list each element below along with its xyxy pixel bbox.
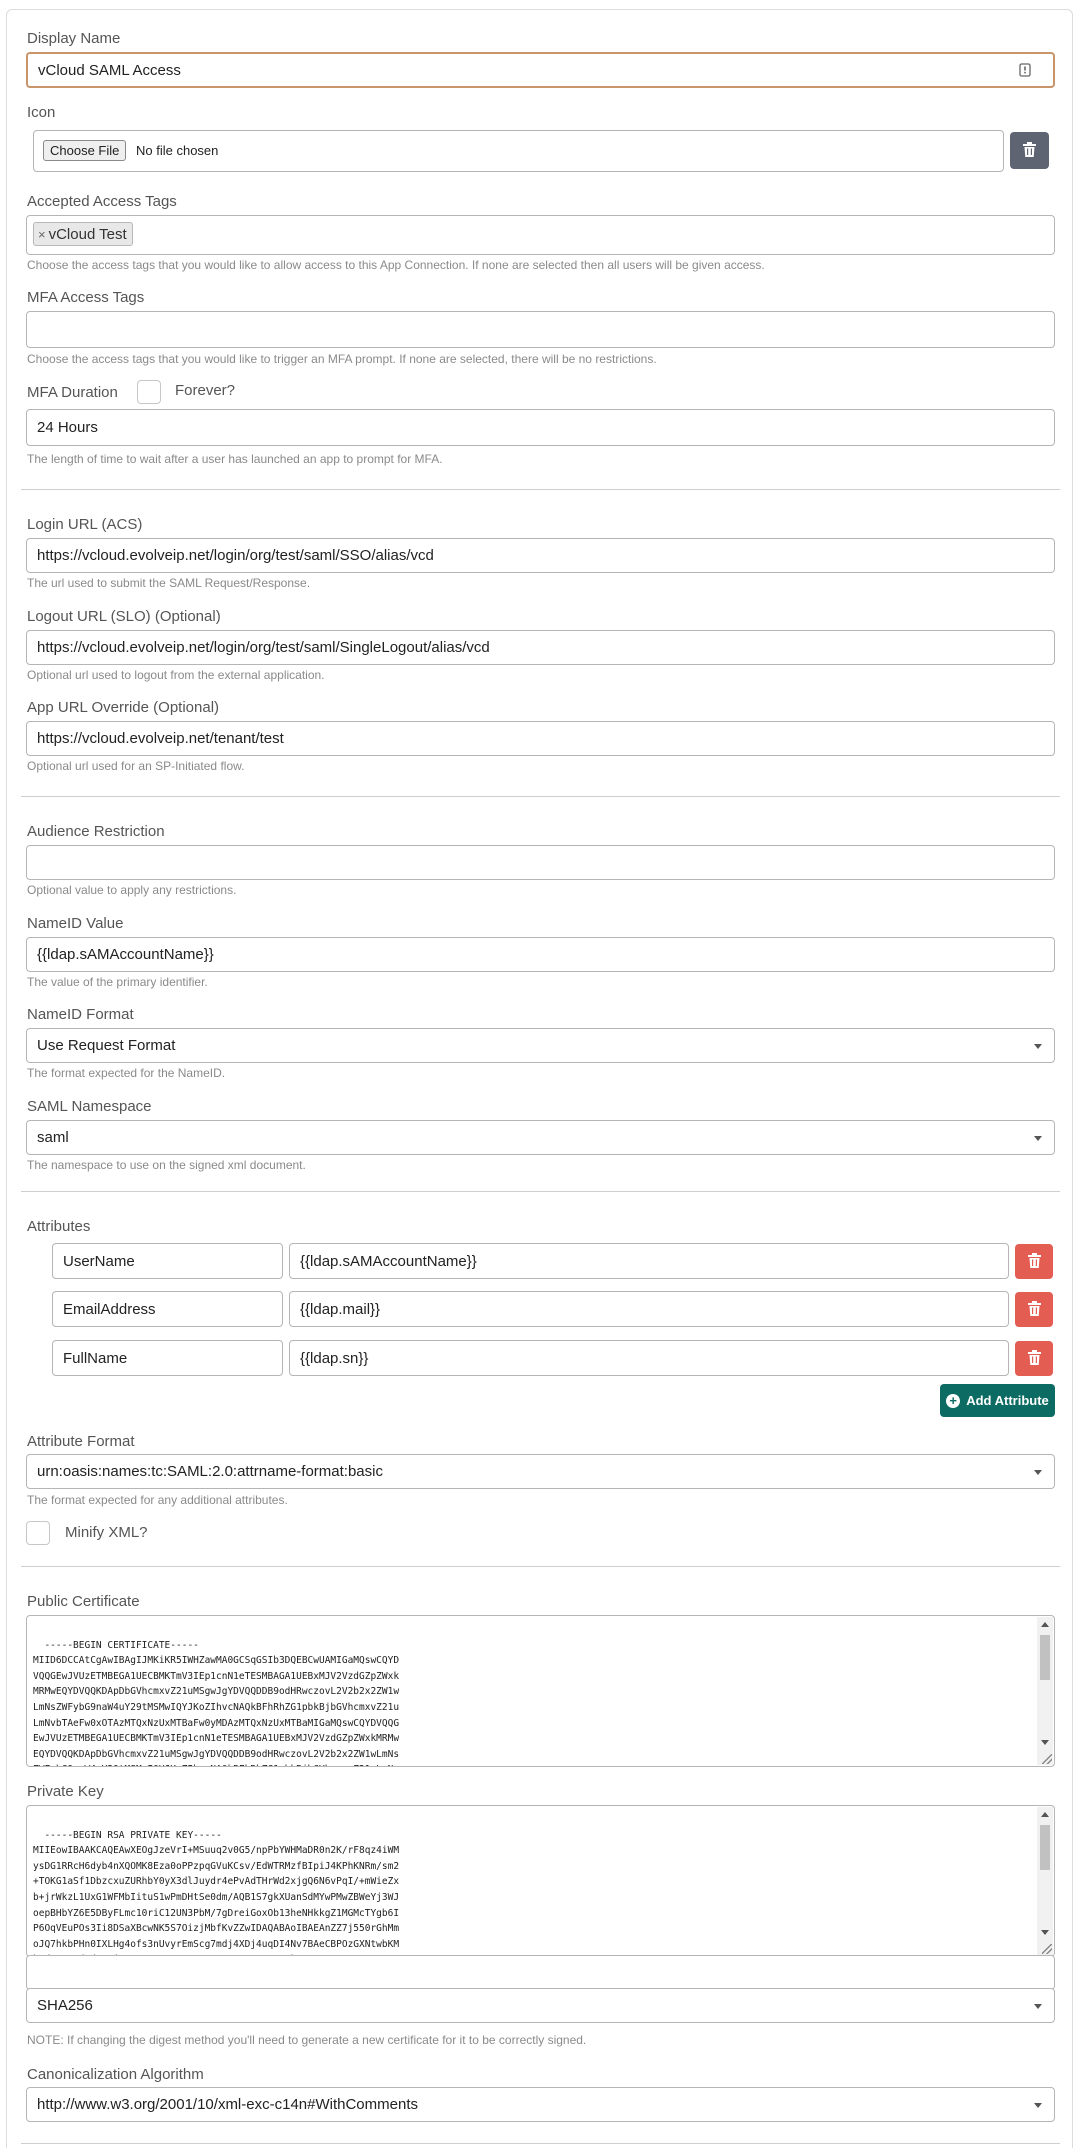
mfa-access-tags-label: MFA Access Tags — [27, 289, 145, 306]
app-url-override-label: App URL Override (Optional) — [27, 699, 220, 716]
canonicalization-algorithm-value: http://www.w3.org/2001/10/xml-exc-c14n#WithComments — [37, 2096, 418, 2113]
trash-icon — [1028, 1350, 1041, 1368]
app-url-override-input[interactable] — [26, 721, 1055, 756]
file-status: No file chosen — [136, 143, 219, 158]
logout-url-label: Logout URL (SLO) (Optional) — [27, 608, 221, 625]
chevron-down-icon — [1034, 1044, 1042, 1049]
attribute-format-select[interactable] — [26, 1454, 1055, 1489]
resize-handle-icon[interactable] — [1042, 1754, 1052, 1764]
attribute-format-value: urn:oasis:names:tc:SAML:2.0:attrname-format:basic — [37, 1463, 383, 1480]
attribute-value-value: {{ldap.sn}} — [300, 1349, 369, 1367]
logout-url-input[interactable] — [26, 630, 1055, 665]
canonicalization-algorithm-label: Canonicalization Algorithm — [27, 2066, 204, 2083]
forever-label: Forever? — [175, 382, 236, 399]
add-attribute-button[interactable] — [940, 1384, 1055, 1417]
nameid-format-select[interactable] — [26, 1028, 1055, 1063]
section-divider — [21, 796, 1060, 797]
remove-tag-icon[interactable]: × — [38, 226, 46, 242]
attribute-value-input[interactable] — [289, 1243, 1009, 1279]
delete-attribute-button[interactable] — [1015, 1244, 1053, 1279]
accepted-access-tags-label: Accepted Access Tags — [27, 193, 177, 210]
login-url-value: https://vcloud.evolveip.net/login/org/test/saml/SSO/alias/vcd — [37, 547, 434, 564]
nameid-value-value: {{ldap.sAMAccountName}} — [37, 946, 214, 963]
app-url-override-help: Optional url used for an SP-Initiated flow. — [27, 759, 245, 773]
attribute-format-label: Attribute Format — [27, 1433, 135, 1450]
canonicalization-algorithm-select[interactable] — [26, 2087, 1055, 2122]
scroll-thumb[interactable] — [1040, 1825, 1050, 1870]
access-tag-chip — [33, 222, 133, 246]
attribute-name-value: UserName — [63, 1252, 135, 1270]
mfa-duration-value: 24 Hours — [37, 419, 98, 436]
scroll-up-icon[interactable] — [1041, 1812, 1049, 1817]
trash-icon — [1028, 1301, 1041, 1319]
section-divider — [21, 489, 1060, 490]
attribute-name-value: EmailAddress — [63, 1300, 156, 1318]
attribute-name-input[interactable] — [52, 1340, 283, 1376]
display-name-value: vCloud SAML Access — [38, 61, 181, 79]
delete-icon-button[interactable] — [1010, 132, 1049, 169]
forever-checkbox[interactable] — [137, 380, 161, 404]
trash-icon — [1023, 142, 1036, 160]
public-certificate-label: Public Certificate — [27, 1593, 140, 1610]
digest-method-select[interactable] — [26, 1988, 1055, 2023]
display-name-label: Display Name — [27, 30, 121, 47]
display-name-input[interactable] — [26, 52, 1055, 88]
mfa-access-tags-help: Choose the access tags that you would like to trigger an MFA prompt. If none are selected, there will be no restrictions. — [27, 352, 657, 366]
minify-xml-label: Minify XML? — [65, 1524, 148, 1541]
scroll-down-icon[interactable] — [1041, 1930, 1049, 1935]
login-url-help: The url used to submit the SAML Request/Response. — [27, 576, 311, 590]
public-certificate-text: -----BEGIN CERTIFICATE----- MIID6DCCAtCgAwIBAgIJMKiKR5IWHZawMA0GCSqGSIb3DQEBCwUAMIGaMQswCQYD VQQGEwJVUzETMBEGA1UECBMKTmV3IEp1cnN1eTESMBAGA1UEBxMJV2VzdGZpZWxk MRMwEQYDVQQKDApDbGVhcmxvZ21uMSgwJgYDVQQDDB9odHRwczovL2V2b2x2ZW1w LmNsZWFybG9naW4uY29tMSMwIQYJKoZIhvcNAQkBFhRhZG1pbkBjbGVhcmxvZ21u LmNvbTAeFw0xOTAzMTQxNzUxMTBaFw0yMDAzMTQxNzUxMTBaMIGaMQswCQYDVQQG EwJVUzETMBEGA1UECBMKTmV3IEp1cnN1eTESMBAGA1UEBxMJV2VzdGZpZWxkMRMw EQYDVQQKDApDbGVhcmxvZ21uMSgwJgYDVQQDDB9odHRwczovL2V2b2x2ZW1wLmNs — [33, 1639, 400, 1760]
saml-namespace-label: SAML Namespace — [27, 1098, 152, 1115]
logout-url-help: Optional url used to logout from the external application. — [27, 668, 325, 682]
attribute-value-input[interactable] — [289, 1291, 1009, 1327]
nameid-value-help: The value of the primary identifier. — [27, 975, 208, 989]
mfa-duration-help: The length of time to wait after a user has launched an app to prompt for MFA. — [27, 452, 443, 466]
attribute-name-value: FullName — [63, 1349, 128, 1367]
add-attribute-label: Add Attribute — [966, 1393, 1049, 1408]
public-certificate-textarea[interactable] — [26, 1615, 1055, 1767]
attributes-label: Attributes — [27, 1218, 91, 1235]
private-key-text: -----BEGIN RSA PRIVATE KEY----- MIIEowIBAAKCAQEAwXEOgJzeVrI+MSuuq2v0G5/npPbYWHMaDR0n2K/rF8qz4iWM ysDG1RRcH6dyb4nXQOMK8Eza0oPPzpqGVuKCsv/EdWTRMzfBIpiJ4KPhKNRm/sm2 +TOKG1aSf1DbzcxuZURhbY0yX3dlJuydr4ePvAdTHrWd2xjgQ6N6vPqI/+mWieZx b+jrWkzL1UxG1WFMbIituS1wPmDHtSe0dm/AQB1S7gkXUanSdMYwPMwZBWeYj3WJ oepBHbYZ6E5DByFLmc10riC12UN3PbM/7gDreiGoxOb13heNHkkgZ1MGMcTYgb6I P6OqVEuPOs3Ii8DSaXBcwNK5S7OizjMbfKvZZwIDAQABAoIBAEAnZZ7j550rGhMm oJQ7hkbPHn0IXLHg4ofs3nUvyrEmScg7mdj4XDj4uqDI4Nv7BAeCBPOzGXNtwbKM — [33, 1829, 400, 1950]
resize-handle-icon[interactable] — [1042, 1944, 1052, 1954]
attribute-value-value: {{ldap.mail}} — [300, 1300, 381, 1318]
mfa-duration-label: MFA Duration — [27, 384, 118, 401]
chevron-down-icon — [1034, 1136, 1042, 1141]
access-tag-label: vCloud Test — [48, 225, 127, 243]
choose-file-button[interactable]: Choose File — [43, 140, 126, 161]
scrollbar[interactable] — [1037, 1617, 1053, 1765]
icon-label: Icon — [27, 104, 56, 121]
autofill-icon[interactable] — [1019, 63, 1031, 81]
attribute-name-input[interactable] — [52, 1291, 283, 1327]
nameid-value-input[interactable] — [26, 937, 1055, 972]
chevron-down-icon — [1034, 1470, 1042, 1475]
plus-circle-icon: + — [946, 1394, 960, 1408]
saml-namespace-value: saml — [37, 1129, 69, 1146]
nameid-format-help: The format expected for the NameID. — [27, 1066, 226, 1080]
delete-attribute-button[interactable] — [1015, 1341, 1053, 1376]
attribute-name-input[interactable] — [52, 1243, 283, 1279]
digest-method-help: NOTE: If changing the digest method you'll need to generate a new certificate for it to be correctly signed. — [27, 2033, 587, 2047]
trash-icon — [1028, 1253, 1041, 1271]
chevron-down-icon — [1034, 2004, 1042, 2009]
mfa-duration-input[interactable] — [26, 409, 1055, 446]
section-divider — [21, 1566, 1060, 1567]
nameid-format-value: Use Request Format — [37, 1037, 176, 1054]
digest-method-select-placeholder — [26, 1955, 1055, 1990]
scroll-down-icon[interactable] — [1041, 1740, 1049, 1745]
scroll-up-icon[interactable] — [1041, 1622, 1049, 1627]
section-divider — [21, 1191, 1060, 1192]
private-key-label: Private Key — [27, 1783, 104, 1800]
accepted-access-tags-help: Choose the access tags that you would like to allow access to this App Connection. If none are selected then all users will be given access. — [27, 258, 765, 272]
mfa-access-tags-input[interactable] — [26, 311, 1055, 348]
saml-namespace-help: The namespace to use on the signed xml document. — [27, 1158, 306, 1172]
delete-attribute-button[interactable] — [1015, 1292, 1053, 1327]
scroll-thumb[interactable] — [1040, 1635, 1050, 1680]
section-divider — [21, 2143, 1060, 2144]
accepted-access-tags-input[interactable] — [26, 215, 1055, 255]
scrollbar[interactable] — [1037, 1807, 1053, 1955]
nameid-value-label: NameID Value — [27, 915, 124, 932]
logout-url-value: https://vcloud.evolveip.net/login/org/test/saml/SingleLogout/alias/vcd — [37, 639, 490, 656]
minify-xml-checkbox[interactable] — [26, 1521, 50, 1545]
private-key-textarea[interactable] — [26, 1805, 1055, 1957]
login-url-label: Login URL (ACS) — [27, 516, 143, 533]
chevron-down-icon — [1034, 2103, 1042, 2108]
app-url-override-value: https://vcloud.evolveip.net/tenant/test — [37, 730, 284, 747]
attribute-format-help: The format expected for any additional attributes. — [27, 1493, 288, 1507]
audience-restriction-input[interactable] — [26, 845, 1055, 880]
saml-namespace-select[interactable] — [26, 1120, 1055, 1155]
attribute-value-input[interactable] — [289, 1340, 1009, 1376]
attribute-value-value: {{ldap.sAMAccountName}} — [300, 1252, 477, 1270]
audience-restriction-help: Optional value to apply any restrictions. — [27, 883, 237, 897]
digest-method-value: SHA256 — [37, 1997, 93, 2014]
audience-restriction-label: Audience Restriction — [27, 823, 165, 840]
nameid-format-label: NameID Format — [27, 1006, 134, 1023]
login-url-input[interactable] — [26, 538, 1055, 573]
